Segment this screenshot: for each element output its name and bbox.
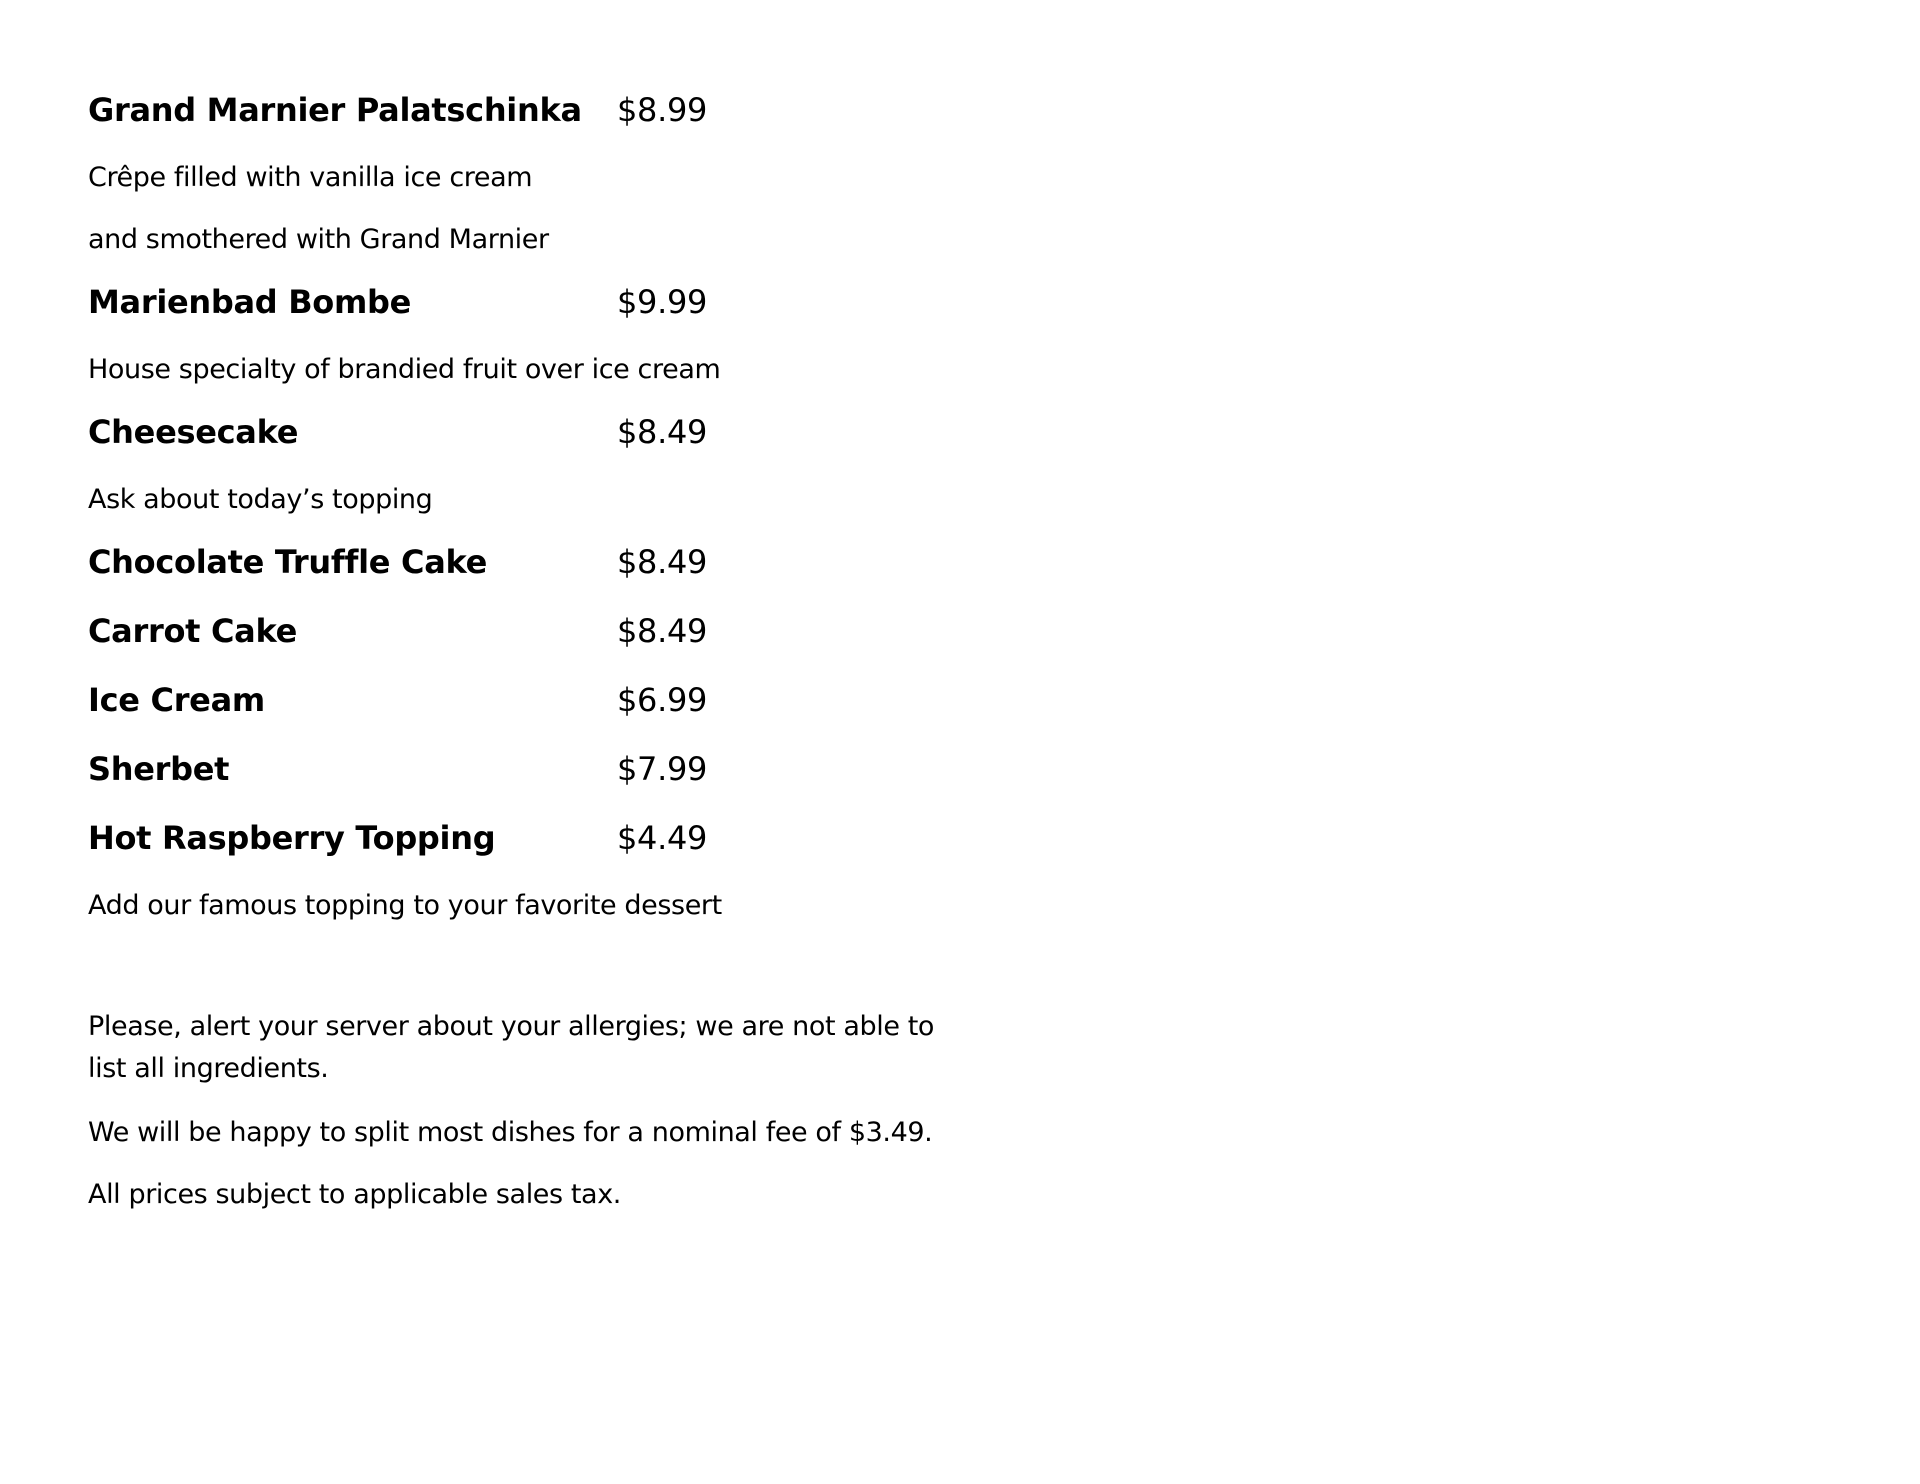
tax-note: All prices subject to applicable sales tax. bbox=[88, 1179, 621, 1210]
item-price: $8.49 bbox=[617, 413, 708, 451]
item-price: $8.49 bbox=[617, 612, 708, 650]
item-name: Sherbet bbox=[88, 750, 230, 788]
item-description: Ask about today’s topping bbox=[88, 484, 433, 515]
menu-item-carrot-cake bbox=[88, 609, 707, 653]
item-price: $9.99 bbox=[617, 283, 708, 321]
menu-item-ice-cream bbox=[88, 678, 707, 722]
item-name: Marienbad Bombe bbox=[88, 283, 412, 321]
item-price: $4.49 bbox=[617, 819, 708, 857]
menu-item-marienbad-bombe bbox=[88, 280, 707, 324]
allergy-note: Please, alert your server about your allergies; we are not able to list all ingredients. bbox=[88, 1011, 935, 1084]
item-price: $6.99 bbox=[617, 681, 708, 719]
item-price: $8.49 bbox=[617, 543, 708, 581]
item-description: and smothered with Grand Marnier bbox=[88, 224, 549, 255]
item-description: Add our famous topping to your favorite dessert bbox=[88, 890, 722, 921]
menu-item-hot-raspberry-topping bbox=[88, 816, 707, 860]
item-price: $8.99 bbox=[617, 91, 708, 129]
item-name: Hot Raspberry Topping bbox=[88, 819, 496, 857]
item-price: $7.99 bbox=[617, 750, 708, 788]
item-description: House specialty of brandied fruit over ice cream bbox=[88, 354, 721, 385]
split-fee-note: We will be happy to split most dishes for a nominal fee of $3.49. bbox=[88, 1117, 933, 1148]
item-name: Carrot Cake bbox=[88, 612, 297, 650]
menu-item-chocolate-truffle-cake bbox=[88, 540, 707, 584]
item-name: Ice Cream bbox=[88, 681, 265, 719]
item-name: Chocolate Truffle Cake bbox=[88, 543, 488, 581]
item-description: Crêpe filled with vanilla ice cream bbox=[88, 162, 533, 193]
item-name: Cheesecake bbox=[88, 413, 299, 451]
item-name: Grand Marnier Palatschinka bbox=[88, 91, 582, 129]
menu-item-cheesecake bbox=[88, 410, 707, 454]
menu-item-grand-marnier-palatschinka bbox=[88, 88, 707, 132]
menu-item-sherbet bbox=[88, 747, 707, 791]
